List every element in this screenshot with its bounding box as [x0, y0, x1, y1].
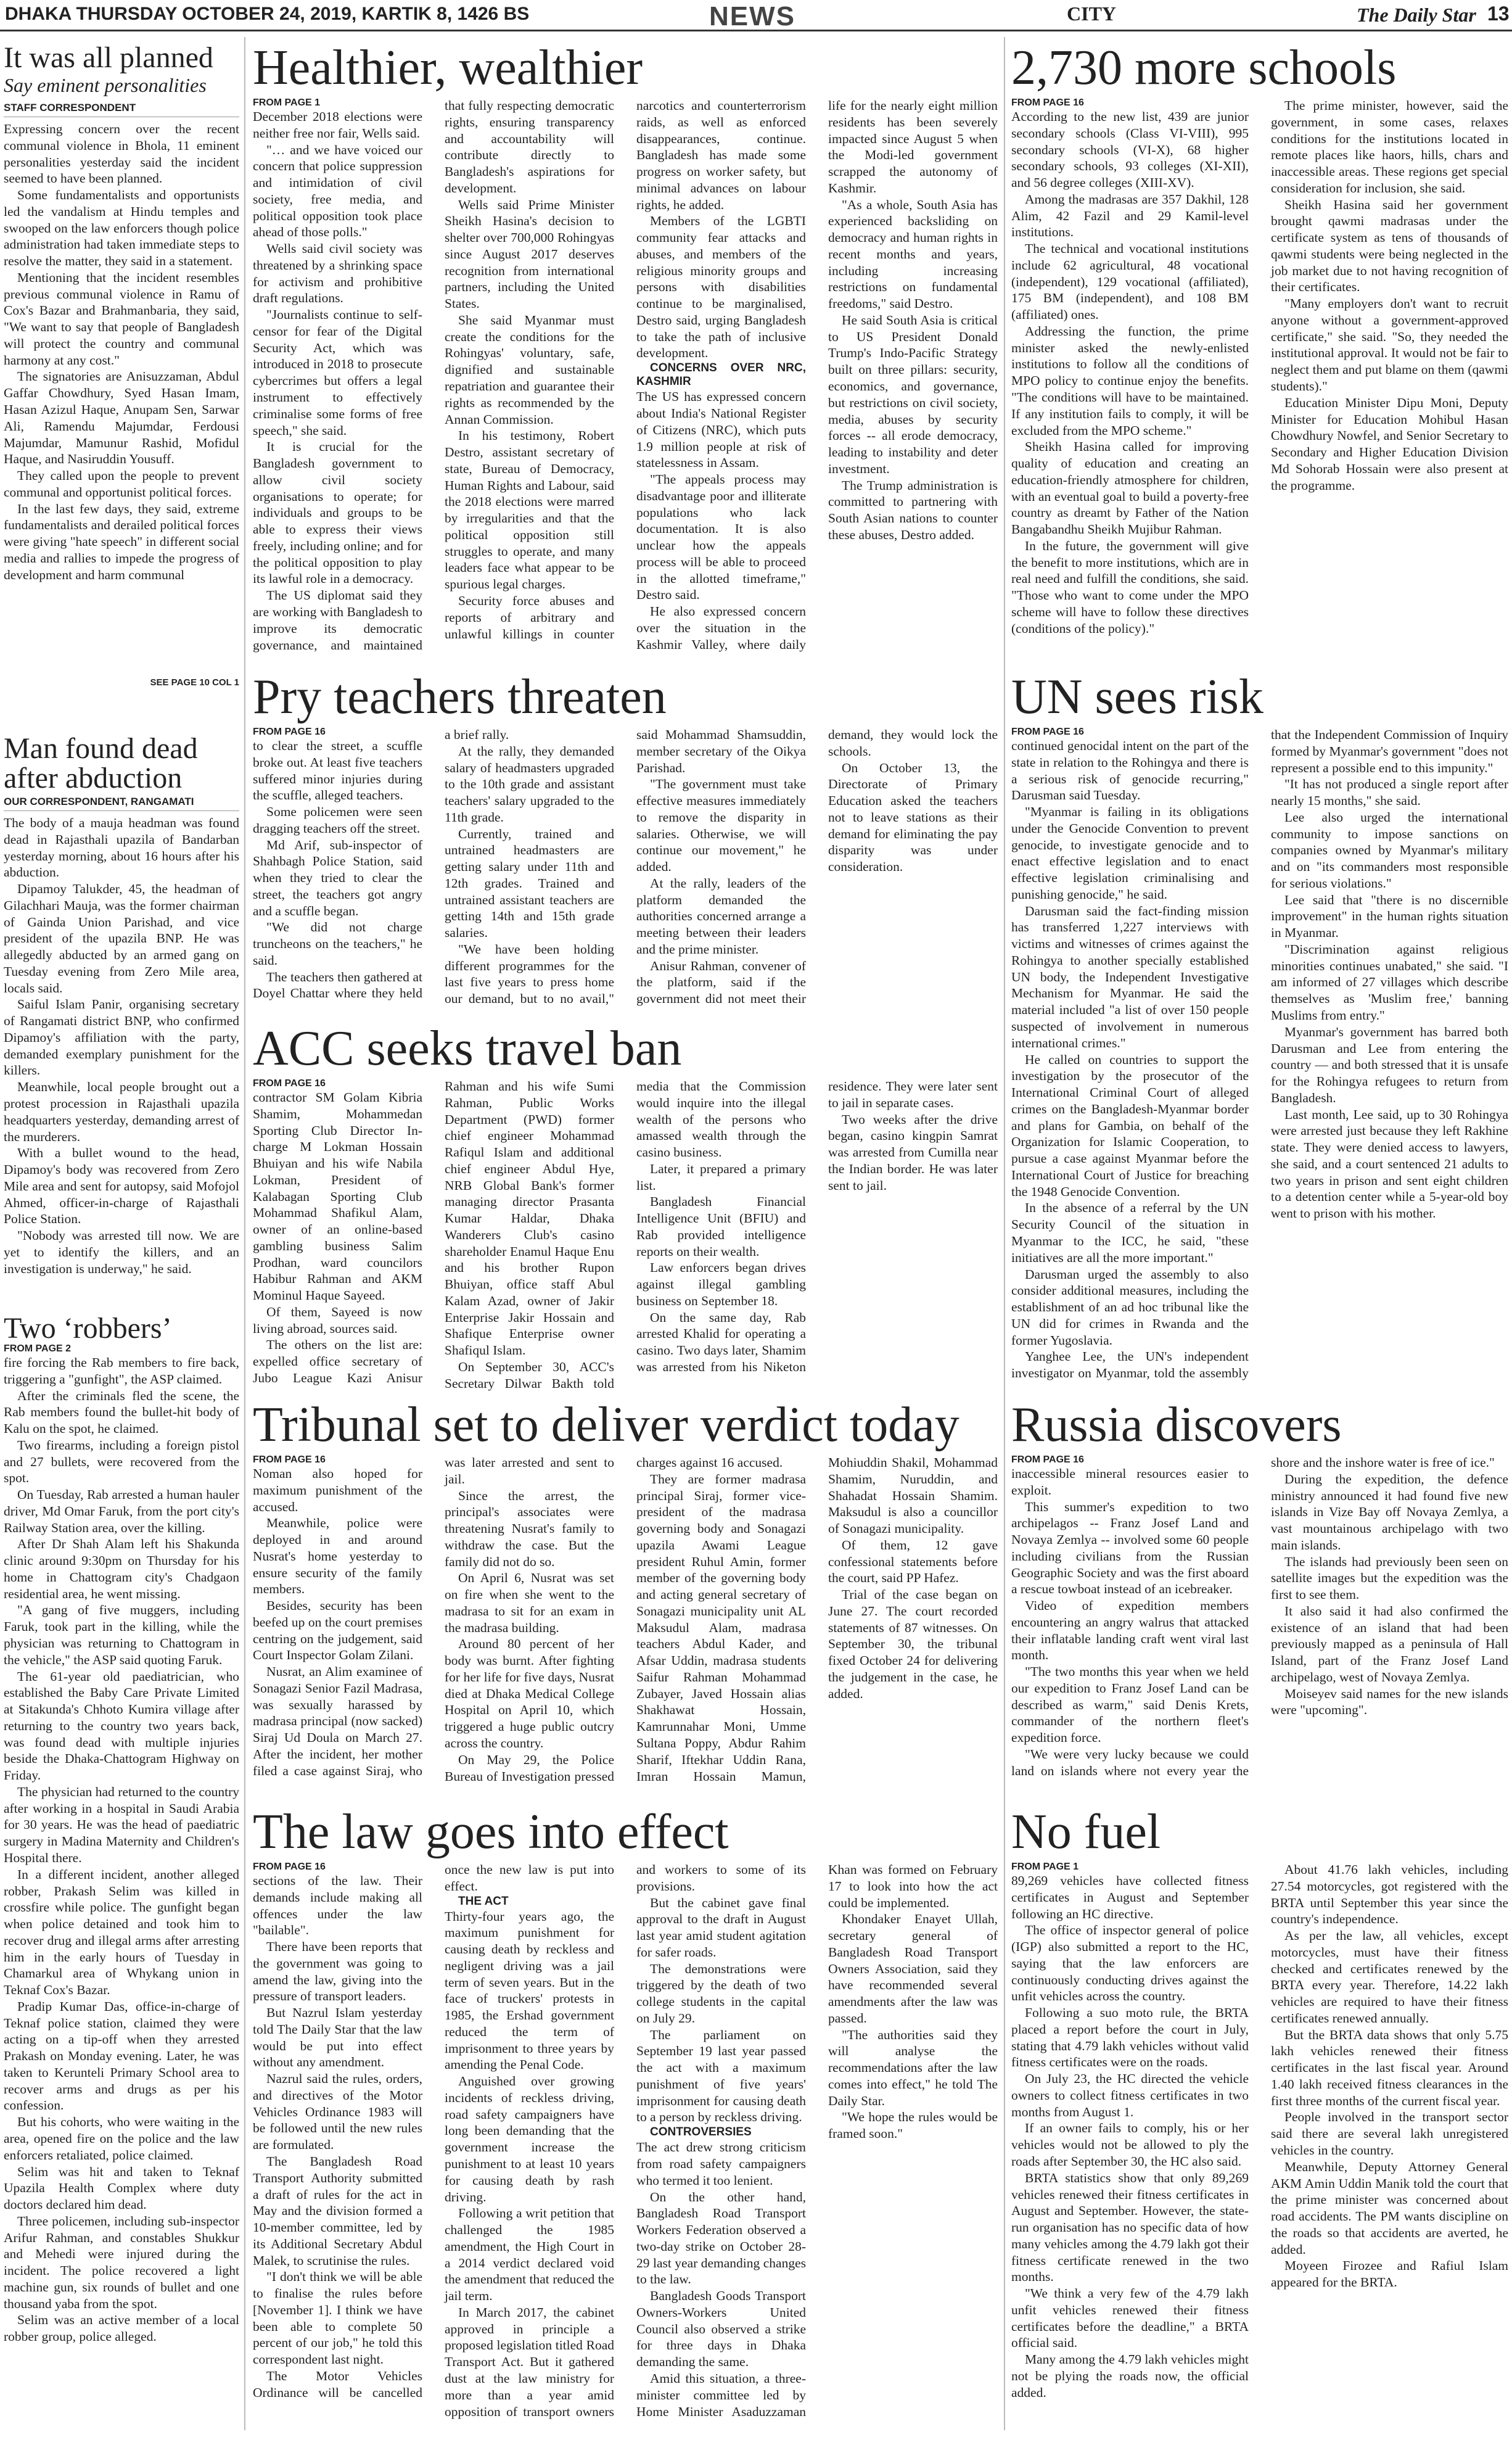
- headline: Man found dead after abduction: [4, 734, 198, 794]
- paragraph: inaccessible mineral resources easier to exploit.: [1011, 1466, 1249, 1498]
- paragraph: Of them, 12 gave confessional statements before the court, said PP Hafez.: [828, 1537, 998, 1586]
- paragraph: Nazrul said the rules, orders, and directives of the Motor Vehicles Ordinance 1983 will be followed until the new rules are formulated.: [253, 2071, 422, 2153]
- headline: Russia discovers: [1011, 1400, 1342, 1452]
- paragraph: But the cabinet gave final approval to the draft in August last year amid student agitation for safer roads.: [636, 1895, 806, 1960]
- from-page: FROM PAGE 16: [253, 1862, 326, 1872]
- paragraph: After the criminals fled the scene, the Rab members found the bullet-hit body of Kalu on the spot, he claimed.: [4, 1388, 239, 1437]
- story-body: [1011, 727, 1508, 1393]
- paragraph: Of them, Sayeed is now living abroad, sources said.: [253, 1304, 422, 1336]
- paragraph: He called on countries to support the investigation by the prosecutor of the International Criminal Court of alleged crimes on the Bangladesh-Myanmar border and plans for Gambia, on behalf of the Organization for Islamic Cooperation, to pursue a case against Myanmar before the International Court of Justice for breaching the 1948 Genocide Convention.: [1011, 1052, 1249, 1199]
- paragraph: Noman also hoped for maximum punishment of the accused.: [253, 1466, 422, 1514]
- paragraph: sections of the law. Their demands include making all offences under the law "bailable".: [253, 1873, 422, 1938]
- paragraph: In the absence of a referral by the UN Security Council of the situation in Myanmar to the ICC, he said, "these initiatives are all the more important.": [1011, 1200, 1249, 1265]
- paragraph: If an owner fails to comply, his or her vehicles would not be allowed to ply the roads after September 30, the HC also said.: [1011, 2121, 1249, 2169]
- paragraph: On Tuesday, Rab arrested a human hauler driver, Md Omar Faruk, from the port city's Railway Station area, over the killing.: [4, 1487, 239, 1535]
- from-page: FROM PAGE 2: [4, 1343, 72, 1354]
- paragraph: "We have been holding different programmes for the last five years to press home our demand, but to no avail," said Mohammad Shamsuddin, member secretary of the Oikya Parishad.: [445, 727, 806, 1007]
- paragraph: In his testimony, Robert Destro, assistant secretary of state, Bureau of Democracy, Human Rights and Labour, said the 2018 elections were marred by irregularities and that the political opposition still struggles to operate, and many leaders face what appear to be spurious legal charges.: [445, 428, 614, 592]
- column-rule: [244, 37, 245, 2430]
- story-body: [253, 727, 998, 1010]
- story-body: [4, 815, 239, 1290]
- story-tribunal-verdict: [253, 1400, 998, 1795]
- story-body: [253, 1862, 998, 2429]
- paragraph: Education Minister Dipu Moni, Deputy Minister for Education Mohibul Hasan Chowdhury Nowfel, and Senior Secretary to Secondary and Higher Education Division Md Sohorab Hossain were also present at the programme.: [1271, 395, 1508, 493]
- deck: Say eminent personalities: [4, 74, 207, 96]
- paragraph: Last month, Lee said, up to 30 Rohingya were arrested just because they left Rakhine state. They were denied access to lawyers, she said, and a court sentenced 21 adults to two years in prison and sent eight children to a detention center while a 5-year-old boy went to prison with his mother.: [1271, 1107, 1508, 1221]
- paragraph: Some fundamentalists and opportunists led the vandalism at Hindu temples and swooped on the law enforcers though police administration had taken immediate steps to resolve the matter, they said in a statement.: [4, 188, 239, 269]
- paragraph: Members of the LGBTI community fear attacks and abuses, and members of the religious minority groups and persons with disabilities continue to be marginalised, Destro said, urging Bangladesh to take the path of inclusive development.: [636, 213, 806, 361]
- story-no-fuel: [1011, 1807, 1508, 2430]
- byline: STAFF CORRESPONDENT: [4, 102, 239, 117]
- story-it-was-all-planned: [4, 43, 239, 728]
- masthead-logo: The Daily Star: [1357, 4, 1476, 26]
- paragraph: Wells said civil society was threatened by a shrinking space for activism and prohibitive draft regulations.: [253, 241, 422, 306]
- paragraph: They called upon the people to prevent communal and opportunist political forces.: [4, 468, 239, 500]
- paragraph: The act drew strong criticism from road safety campaigners who termed it too lenient.: [636, 2140, 806, 2188]
- story-healthier-wealthier: [253, 43, 998, 660]
- story-russia-discovers: [1011, 1400, 1508, 1795]
- paragraph: The others on the list are: expelled office secretary of Jubo League Kazi Anisur Rahman and his wife Sumi Rahman, Public Works Department (PWD) former chief engineer Mohammad Rafiqul Islam and additional chief engineer Abdul Hye, NRB Global Bank's former managing director Prasanta Kumar Haldar, Dhaka Wanderers Club's casino shareholder Enamul Haque Enu and his brother Rupon Bhuiyan, office staff Abul Kalam Azad, owner of Jakir Enterprise Jakir Hossain and Shafique Enterprise owner Shafiqul Islam.: [253, 1079, 614, 1386]
- headline: It was all planned: [4, 43, 213, 74]
- paragraph: On October 13, the Directorate of Primary Education asked the teachers not to leave stations as their demand for eliminating the pay disparity was under consideration.: [828, 760, 998, 875]
- paragraph: Darusman said the fact-finding mission has transferred 1,227 interviews with victims and witnesses of crimes against the Rohingya to another specially established UN body, the Independent Investigative Mechanism for Myanmar. He said the material included "a list of over 150 people suspected of involvement in numerous international crimes.": [1011, 903, 1249, 1050]
- paragraph: On the other hand, Bangladesh Road Transport Workers Federation observed a two-day strike on October 28-29 last year demanding changes to the law.: [636, 2189, 806, 2287]
- paragraph: Besides, security has been beefed up on the court premises centring on the judgement, said Court Inspector Golam Zilani.: [253, 1598, 422, 1663]
- page-header: [0, 0, 1512, 31]
- paragraph: It also said it had also confirmed the existence of an island that had been previously mapped as a peninsula of Hall Island, part of the Franz Josef Land archipelago, west of Novaya Zemlya.: [1271, 1603, 1508, 1684]
- paragraph: Later, it prepared a primary list.: [636, 1161, 806, 1193]
- story-un-sees-risk: [1011, 672, 1508, 1394]
- paragraph: Some policemen were seen dragging teachers off the street.: [253, 804, 422, 836]
- subhead: CONCERNS OVER NRC, KASHMIR: [636, 361, 806, 389]
- paragraph: "Journalists continue to self-censor for fear of the Digital Security Act, which was introduced in 2018 to prosecute cybercrimes but offers a legal instrument to effectively criminalise some forms of free speech," she said.: [253, 307, 422, 438]
- story-body: [253, 97, 998, 659]
- story-body: [253, 1454, 998, 1794]
- paragraph: "I don't think we will be able to finalise the rules before [November 1]. I think we have been able to complete 50 percent of our job," he told this correspondent last night.: [253, 2269, 422, 2367]
- section-label: NEWS: [709, 1, 795, 31]
- story-2730-more-schools: [1011, 43, 1508, 660]
- paragraph: He also expressed concern over the situation in the Kashmir Valley, where daily life for the nearly eight million residents has been severely impacted since August 5 when the Modi-led government scrapped the autonomy of Kashmir.: [636, 98, 998, 652]
- headline: Tribunal set to deliver verdict today: [253, 1400, 959, 1452]
- paragraph: contractor SM Golam Kibria Shamim, Mohammedan Sporting Club Director In-charge M Lokman Hossain Bhuiyan and his wife Nabila Lokman, President of Kalabagan Sporting Club Mohammad Shafikul Alam, owner of an online-based gambling business Salim Prodhan, ward councilors Habibur Rahman and AKM Mominul Haque Sayeed.: [253, 1090, 422, 1303]
- paragraph: On the same day, Rab arrested Khalid for operating a casino. Two days later, Shamim was arrested from his Niketon residence. They were later sent to jail in separate cases.: [636, 1079, 998, 1375]
- paragraph: Md Arif, sub-inspector of Shahbagh Police Station, said when they tried to clear the street, the teachers got angry and a scuffle began.: [253, 837, 422, 918]
- paragraph: Security force abuses and reports of arbitrary and unlawful killings in counter narcotics and counterterrorism raids, as well as enforced disappearances, continue. Bangladesh has made some progress on worker safety, but minimal advances on labour rights, he added.: [445, 98, 806, 641]
- paragraph: to clear the street, a scuffle broke out. At least five teachers suffered minor injuries during the scuffle, alleged teachers.: [253, 738, 422, 803]
- paragraph: In the future, the government will give the benefit to more institutions, which are in real need and fulfill the conditions, she said. "Those who want to come under the MPO scheme will have to follow these directives (conditions of the policy).": [1011, 538, 1249, 636]
- paragraph: The islands had previously been seen on satellite images but the expedition was the first to see them.: [1271, 1554, 1508, 1602]
- story-man-found-dead: [4, 734, 239, 1301]
- paragraph: "The appeals process may disadvantage poor and illiterate populations who lack documentation. It is also unclear how the appeals process will be able to proceed in the allotted timeframe," Destro said.: [636, 472, 806, 603]
- story-body: [4, 1355, 239, 2422]
- paragraph: Expressing concern over the recent communal violence in Bhola, 11 eminent personalities yesterday said the incident seemed to have been planned.: [4, 122, 239, 186]
- from-page: FROM PAGE 16: [1011, 97, 1084, 108]
- paragraph: But his cohorts, who were waiting in the area, opened fire on the police and the law enforcers retaliated, police claimed.: [4, 2114, 239, 2163]
- paragraph: continued genocidal intent on the part of the state in relation to the Rohingya and there is a serious risk of genocide recurring," Darusman said Tuesday.: [1011, 738, 1249, 803]
- from-page: FROM PAGE 16: [253, 1078, 326, 1089]
- paragraph: Around 80 percent of her body was burnt. After fighting for her life for five days, Nusrat died at Dhaka Medical College Hospital on April 10, which triggered a huge public outcry across the country.: [445, 1636, 614, 1751]
- headline: Healthier, wealthier: [253, 43, 643, 95]
- paragraph: Meanwhile, police were deployed in and around Nusrat's home yesterday to ensure security of the family members.: [253, 1515, 422, 1597]
- paragraph: Three policemen, including sub-inspector Arifur Rahman, and constables Shukkur and Mehedi were injured during the incident. The police recovered a light machine gun, six rounds of bullet and one thousand yaba from the spot.: [4, 2213, 239, 2311]
- paragraph: "Many employers don't want to recruit anyone without a government-approved certificate," she said. "So, they needed the institutional approval. It would not be fair to neglect them and put blame on them (qawmi students).": [1271, 296, 1508, 394]
- paragraph: Pradip Kumar Das, office-in-charge of Teknaf police station, claimed they were acting on a tip-off when they arrested Prakash on Monday evening. Later, he was taken to Kerunteli Primary School area to recover arms and drugs as per his confession.: [4, 1998, 239, 2113]
- paragraph: "It has not produced a single report after nearly 15 months," she said.: [1271, 777, 1508, 809]
- paragraph: People involved in the transport sector said there are several lakh unregistered vehicles in the country.: [1271, 2109, 1508, 2158]
- paragraph: Bangladesh Goods Transport Owners-Workers United Council also observed a strike for three days in Dhaka demanding the same.: [636, 2288, 806, 2370]
- paragraph: Anguished over growing incidents of reckless driving, road safety campaigners have long been demanding that the government increase the punishment to at least 10 years for causing death by rash driving.: [445, 2074, 614, 2204]
- from-page: FROM PAGE 16: [1011, 1454, 1084, 1465]
- paragraph: There have been reports that the government was going to amend the law, giving into the pressure of transport leaders.: [253, 1939, 422, 2004]
- paragraph: The Motor Vehicles Ordinance will be cancelled once the new law is put into effect.: [253, 1862, 614, 2400]
- paragraph: Following a writ petition that challenged the 1985 amendment, the High Court in a 2014 verdict declared void the amendment that reduced the jail term.: [445, 2206, 614, 2304]
- paragraph: "A gang of five muggers, including Faruk, took part in the killing, while the physician was returning to Chattogram in the vehicle," the ASP said quoting Faruk.: [4, 1602, 239, 1667]
- paragraph: Two firearms, including a foreign pistol and 27 bullets, were recovered from the spot.: [4, 1437, 239, 1486]
- paragraph: December 2018 elections were neither free nor fair, Wells said.: [253, 109, 422, 141]
- from-page: FROM PAGE 16: [253, 1454, 326, 1465]
- paragraph: At the rally, leaders of the platform demanded the authorities concerned arrange a meeting between their leaders and the prime minister.: [636, 875, 806, 957]
- paragraph: After Dr Shah Alam left his Shakunda clinic around 9:30pm on Thursday for his home in Chattogram city's Chadgaon residential area, he went missing.: [4, 1536, 239, 1601]
- paragraph: BRTA statistics show that only 89,269 vehicles renewed their fitness certificates in August and September. However, the state-run organisation has no specific data of how many vehicles among the 4.79 lakh got their fitness certificate renewed in the two months.: [1011, 2170, 1249, 2285]
- story-acc-travel-ban: [253, 1024, 998, 1394]
- headline: The law goes into effect: [253, 1807, 729, 1859]
- story-body: [4, 121, 239, 676]
- paragraph: On July 23, the HC directed the vehicle owners to collect fitness certificates in two months from August 1.: [1011, 2071, 1249, 2119]
- story-pry-teachers: [253, 672, 998, 1012]
- paragraph: He said South Asia is critical to US President Donald Trump's Indo-Pacific Strategy built on three pillars: security, economics, and governance, but restrictions on civil society, media, abuses by security forces -- all erode democracy, leading to instability and deter investment.: [828, 312, 998, 476]
- headline: Two ‘robbers’: [4, 1314, 172, 1345]
- headline: Pry teachers threaten: [253, 672, 667, 724]
- paragraph: The body of a mauja headman was found dead in Rajasthali upazila of Bandarban yesterday morning, about 16 hours after his abduction.: [4, 815, 239, 880]
- story-body: [253, 1078, 998, 1393]
- paragraph: "We hope the rules would be framed soon.": [828, 2109, 998, 2142]
- paragraph: She said Myanmar must create the conditions for the Rohingyas' voluntary, safe, dignified and sustainable repatriation and guarantee their rights as recommended by the Annan Commission.: [445, 312, 614, 427]
- paragraph: Wells said Prime Minister Sheikh Hasina's decision to shelter over 700,000 Rohingyas since August 2017 deserves recognition from international partners, including the United States.: [445, 197, 614, 311]
- paragraph: But the BRTA data shows that only 5.75 lakh vehicles renewed their fitness certificates in the last fiscal year. Around 1.40 lakh received fitness clearances in the first three months of the current fiscal year.: [1271, 2027, 1508, 2108]
- paragraph: With a bullet wound to the head, Dipamoy's body was recovered from Zero Mile area and sent for autopsy, said Mofojol Ahmed, officer-in-charge of Rajasthali Police Station.: [4, 1145, 239, 1227]
- paragraph: But Nazrul Islam yesterday told The Daily Star that the law would be put into effect without any amendment.: [253, 2005, 422, 2070]
- paragraph: 89,269 vehicles have collected fitness certificates in August and September following an HC directive.: [1011, 1873, 1249, 1921]
- paragraph: "… and we have voiced our concern that police suppression and intimidation of civil society, free media, and political opposition took place ahead of those polls.": [253, 142, 422, 240]
- continuation: SEE PAGE 10 COL 1: [150, 677, 239, 688]
- paragraph: The Bangladesh Road Transport Authority submitted a draft of rules for the act in May and the division formed a 10-member committee, led by its Additional Secretary Abdul Malek, to scrutinise the rules.: [253, 2154, 422, 2268]
- story-two-robbers: [4, 1314, 239, 2430]
- paragraph: Video of expedition members encountering an angry walrus that attacked their inflatable landing craft went viral last month.: [1011, 1598, 1249, 1663]
- paragraph: "The authorities said they will analyse the recommendations after the law comes into effect," he told The Daily Star.: [828, 2027, 998, 2108]
- dateline: DHAKA THURSDAY OCTOBER 24, 2019, KARTIK 8, 1426 BS: [5, 4, 530, 24]
- paragraph: On April 6, Nusrat was set on fire when she went to the madrasa to sit for an exam in the madrasa building.: [445, 1570, 614, 1635]
- paragraph: As per the law, all vehicles, except motorcycles, must have their fitness checked and certificates renewed by the BRTA every year. Therefore, 14.22 lakh vehicles are required to have their fitness certificates renewed annually.: [1271, 1928, 1508, 2026]
- headline: UN sees risk: [1011, 672, 1263, 724]
- paragraph: The office of inspector general of police (IGP) also submitted a report to the HC, saying that the law enforcers are continuously conducting drives against the unfit vehicles across the country.: [1011, 1923, 1249, 2004]
- paragraph: In a different incident, another alleged robber, Prakash Selim was killed in crossfire while police. The gunfight began when police detained and took him to recover drug and illegal arms after arresting him in the early hours of Tuesday in Chamarkul area of Whykang union in Teknaf Cox's Bazar.: [4, 1866, 239, 1998]
- paragraph: "We think a very few of the 4.79 lakh unfit vehicles renewed their fitness certificates before the deadline," a BRTA official said.: [1011, 2286, 1249, 2351]
- paragraph: According to the new list, 439 are junior secondary schools (Class VI-VIII), 995 secondary schools (VI-X), 68 higher secondary schools, 93 colleges (XI-XII), and 56 degree colleges (XIII-XV).: [1011, 109, 1249, 191]
- from-page: FROM PAGE 16: [253, 727, 326, 737]
- paragraph: "Nobody was arrested till now. We are yet to identify the killers, and an investigation is underway," he said.: [4, 1228, 239, 1276]
- from-page: FROM PAGE 1: [1011, 1862, 1079, 1872]
- paragraph: Bangladesh Financial Intelligence Unit (BFIU) and Rab provided intelligence reports on their wealth.: [636, 1194, 806, 1259]
- headline: ACC seeks travel ban: [253, 1024, 682, 1076]
- paragraph: Sheikh Hasina called for improving quality of education and creating an education-friendly atmosphere for children, with an eventual goal to build a poverty-free country as dreamt by Father of the Nation Bangabandhu Sheikh Mujibur Rahman.: [1011, 439, 1249, 537]
- paragraph: "The government must take effective measures immediately to remove the disparity in salaries. Otherwise, we will continue our movement," he added.: [636, 777, 806, 875]
- headline: 2,730 more schools: [1011, 43, 1397, 95]
- from-page: FROM PAGE 16: [1011, 727, 1084, 737]
- paragraph: The physician had returned to the country after working in a hospital in Saudi Arabia for 30 years. He was the head of paediatric surgery in Madina Maternity and Children's Hospital there.: [4, 1784, 239, 1865]
- paragraph: Trial of the case began on June 27. The court recorded statements of 87 witnesses. On September 30, the tribunal fixed October 24 for delivering the judgement in the case, he added.: [828, 1587, 998, 1701]
- paragraph: During the expedition, the defence ministry announced it had found five new islands in Vize Bay off Novaya Zemlya, a vast mountainous archipelago with two main islands.: [1271, 1471, 1508, 1553]
- paragraph: The prime minister, however, said the government, in some cases, relaxes conditions for the institutions located in remote places like haors, hills, chars and inaccessible areas. These regions get special consideration for inclusion, she said.: [1271, 98, 1508, 196]
- from-page: FROM PAGE 1: [253, 97, 321, 108]
- paragraph: At the rally, they demanded salary of headmasters upgraded to the 10th grade and assistant teachers' salary upgraded to the 11th grade.: [445, 743, 614, 825]
- paragraph: Since the arrest, the principal's associates were threatening Nusrat's family to withdraw the case. But the family did not do so.: [445, 1488, 614, 1569]
- paragraph: In the last few days, they said, extreme fundamentalists and derailed political forces were giving "hate speech" in different social media and rallies to impede the progress of development and harm communal: [4, 501, 239, 582]
- paragraph: The parliament on September 19 last year passed the act with a maximum punishment of five years' imprisonment for causing death to a person by reckless driving.: [636, 2027, 806, 2125]
- paragraph: Lee said that "there is no discernible improvement" in the human rights situation in Myanmar.: [1271, 892, 1508, 941]
- story-body: [1011, 1862, 1508, 2429]
- paragraph: Law enforcers began drives against illegal gambling business on September 18.: [636, 1260, 806, 1308]
- paragraph: Khondaker Enayet Ullah, secretary general of Bangladesh Road Transport Owners Association, said they have recommended several amendments after the law was passed.: [828, 1911, 998, 2026]
- paragraph: Mentioning that the incident resembles previous communal violence in Ramu of Cox's Bazar and Brahmanbaria, they said, "We want to say that people of Bangladesh will protect the country and communal harmony at any cost.": [4, 270, 239, 368]
- paragraph: The signatories are Anisuzzaman, Abdul Gaffar Chowdhury, Syed Hasan Imam, Hasan Azizul Haque, Anupam Sen, Sarwar Ali, Ramendu Majumdar, Ferdousi Majumdar, Mamunur Rashid, Mofidul Haque, and Nasiruddin Yousuff.: [4, 369, 239, 467]
- paragraph: The 61-year old paediatrician, who established the Baby Care Private Limited at Sitakunda's Chhoto Kumira village after returning to the country two years back, was found dead with multiple injuries beside the Dhaka-Chattogram Highway on Friday.: [4, 1668, 239, 1783]
- paragraph: "We were very lucky because we could land on islands where not every year the shore and the inshore water is free of ice.": [1011, 1455, 1495, 1778]
- paragraph: Two weeks after the drive began, casino kingpin Samrat was arrested from Cumilla near the Indian border. He was later sent to jail.: [828, 1111, 998, 1193]
- paragraph: Currently, trained and untrained headmasters are getting salary under 11th and 12th grades. Trained and untrained assistant teachers are getting 14th and 15th grade salaries.: [445, 826, 614, 941]
- paragraph: Following a suo moto rule, the BRTA placed a report before the court in July, stating that 4.79 lakh vehicles without valid fitness certificates were on the roads.: [1011, 2005, 1249, 2070]
- paragraph: This summer's expedition to two archipelagos -- Franz Josef Land and Novaya Zemlya -- involved some 60 people including civilians from the Russian Geographic Society and was the first aboard a rescue towboat instead of an icebreaker.: [1011, 1499, 1249, 1597]
- paragraph: The Trump administration is committed to partnering with South Asian nations to counter these abuses, Destro added.: [828, 477, 998, 542]
- subhead: THE ACT: [458, 1894, 509, 1908]
- paragraph: "Discrimination against religious minorities continues unabated," she said. "I am informed of 27 villages which describe themselves as 'Muslim free,' banning Muslims from entry.": [1271, 941, 1508, 1023]
- desk-label: CITY: [1067, 2, 1117, 25]
- subhead: CONTROVERSIES: [650, 2126, 752, 2139]
- paragraph: "The two months this year when we held our expedition to Franz Josef Land can be described as warm," said Denis Krets, commander of the northern fleet's expedition force.: [1011, 1664, 1249, 1746]
- paragraph: They are former madrasa principal Siraj, former vice-president of the madrasa governing body and Sonagazi upazila Awami League president Ruhul Amin, former member of the governing body and acting general secretary of Sonagazi municipality unit AL Maksudul Alam, madrasa teachers Abdul Kader, and Afsar Uddin, madrasa students Saifur Rahman Mohammad Zubayer, Javed Hossain alias Shakhawat Hossain, Kamrunnahar Moni, Umme Sultana Poppy, Abdur Rahim Sharif, Iftekhar Uddin Rana, Imran Hossain Mamun, Mohiuddin Shakil, Mohammad Shamim, Nuruddin, and Shahadat Hossain Shamim. Maksudul is also a councillor of Sonagazi municipality.: [636, 1455, 998, 1784]
- column-rule: [1004, 37, 1005, 2430]
- paragraph: Myanmar's government has barred both Darusman and Lee from entering the country — and both stressed that it is unsafe for the Rohingya refugees to return from Bangladesh.: [1271, 1024, 1508, 1105]
- paragraph: Meanwhile, Deputy Attorney General AKM Amin Uddin Manik told the court that the prime minister was concerned about road accidents. The PM wants discipline on the roads so that accidents are averted, he added.: [1271, 2159, 1508, 2257]
- paragraph: Thirty-four years ago, the maximum punishment for causing death by reckless and negligent driving was a jail term of seven years. But in the face of truckers' protests in 1985, the Ershad government reduced the term of imprisonment to three years by amending the Penal Code.: [445, 1908, 614, 2072]
- page-number: 13: [1487, 2, 1510, 25]
- paragraph: Yanghee Lee, the UN's independent investigator on Myanmar, told the assembly that the Independent Commission of Inquiry formed by Myanmar's government "does not represent a possible end to this impunity.": [1011, 727, 1508, 1381]
- story-body: [1011, 1454, 1508, 1794]
- headline: No fuel: [1011, 1807, 1161, 1859]
- paragraph: The US diplomat said they are working with Bangladesh to improve its democratic governance, and maintained that fully respecting democratic rights, ensuring transparency and accountability will contribute directly to Bangladesh's aspirations for development.: [253, 98, 614, 653]
- paragraph: It is crucial for the Bangladesh government to allow civil society organisations to operate; for individuals and groups to be able to express their views freely, including online; and for the political opposition to play its lawful role in a democracy.: [253, 439, 422, 587]
- paragraph: The demonstrations were triggered by the death of two college students in the capital on July 29.: [636, 1961, 806, 2026]
- paragraph: Amid this situation, a three-minister committee led by Home Minister Asaduzzaman Khan was formed on February 17 to look into how the act could be implemented.: [636, 1862, 998, 2419]
- paragraph: Addressing the function, the prime minister asked the newly-enlisted institutions to follow all the conditions of MPO policy to continue enjoy the benefits. "The conditions will have to be maintained. If any institution fails to comply, it will be excluded from the MPO scheme.": [1011, 323, 1249, 438]
- paragraph: "Myanmar is failing in its obligations under the Genocide Convention to prevent genocide, to investigate genocide and to enact effective legislation and to enact effective legislation criminalising and punishing genocide," he said.: [1011, 804, 1249, 902]
- paragraph: The US has expressed concern about India's National Register of Citizens (NRC), which puts 1.9 million people at risk of statelessness in Assam.: [636, 389, 806, 471]
- paragraph: Meanwhile, local people brought out a protest procession in Rajasthali upazila headquarters yesterday, demanding arrest of the murderers.: [4, 1079, 239, 1144]
- paragraph: On September 30, ACC's Secretary Dilwar Bakth told media that the Commission would inquire into the illegal wealth of the persons who amassed wealth through the casino business.: [445, 1079, 806, 1391]
- paragraph: Moyeen Firozee and Rafiul Islam appeared for the BRTA.: [1271, 2258, 1508, 2290]
- paragraph: Nusrat, an Alim examinee of Sonagazi Senior Fazil Madrasa, was sexually harassed by madrasa principal (now sacked) Siraj Ud Doula on March 27. After the incident, her mother filed a case against Siraj, who was later arrested and sent to jail.: [253, 1455, 614, 1778]
- paragraph: Moiseyev said names for the new islands were "upcoming".: [1271, 1686, 1508, 1718]
- paragraph: Sheikh Hasina said her government brought qawmi madrasas under the certificate system as tens of thousands of qawmi students were being neglected in the job market due to not having recognition of their certificates.: [1271, 197, 1508, 295]
- story-law-goes-into-effect: [253, 1807, 998, 2430]
- paragraph: Saiful Islam Panir, organising secretary of Rangamati district BNP, who confirmed Dipamoy's affiliation with the party, demanded exemplary punishment for the killers.: [4, 997, 239, 1078]
- paragraph: fire forcing the Rab members to fire back, triggering a "gunfight", the ASP claimed.: [4, 1355, 239, 1387]
- paragraph: Many among the 4.79 lakh vehicles might not be plying the roads now, the official added.: [1011, 2352, 1249, 2400]
- paragraph: The technical and vocational institutions include 62 agricultural, 48 vocational (independent), 129 vocational (affiliated), 175 BM (independent), and 108 BM (affiliated) ones.: [1011, 241, 1249, 323]
- paragraph: Anisur Rahman, convener of the platform, said if the government did not meet their demand, they would lock the schools.: [636, 727, 998, 1007]
- paragraph: Dipamoy Talukder, 45, the headman of Gilachhari Mauja, was the former chairman of Gainda Union Parishad, and vice president of the upazila BNP. He was allegedly abducted by an armed gang on Tuesday evening from Zero Mile area, locals said.: [4, 881, 239, 996]
- byline: OUR CORRESPONDENT, RANGAMATI: [4, 796, 239, 811]
- paragraph: Selim was hit and taken to Teknaf Upazila Health Complex where duty doctors declared him dead.: [4, 2164, 239, 2212]
- paragraph: "As a whole, South Asia has experienced backsliding on democracy and human rights in recent months and years, including increasing restrictions on fundamental freedoms," said Destro.: [828, 197, 998, 311]
- paragraph: Darusman urged the assembly to also consider additional measures, including the establishment of an ad hoc tribunal like the UN did for crimes in Rwanda and the former Yugoslavia.: [1011, 1266, 1249, 1348]
- paragraph: In March 2017, the cabinet approved in principle a proposed legislation titled Road Transport Act. But it gathered dust at the law ministry for more than a year amid opposition of transport owners and workers to some of its provisions.: [445, 1862, 806, 2419]
- paragraph: "We did not charge truncheons on the teachers," he said.: [253, 920, 422, 968]
- paragraph: Among the madrasas are 357 Dakhil, 128 Alim, 42 Fazil and 29 Kamil-level institutions.: [1011, 191, 1249, 240]
- story-body: [1011, 97, 1508, 659]
- paragraph: About 41.76 lakh vehicles, including 27.54 motorcycles, got registered with the BRTA until September this year since the country's independence.: [1271, 1862, 1508, 1927]
- paragraph: Lee also urged the international community to impose sanctions on companies owned by Myanmar's military and on "its commanders most responsible for serious violations.": [1271, 809, 1508, 891]
- paragraph: The teachers then gathered at Doyel Chattar where they held a brief rally.: [253, 727, 509, 1001]
- paragraph: On May 29, the Police Bureau of Investigation pressed charges against 16 accused.: [445, 1455, 783, 1784]
- paragraph: Selim was an active member of a local robber group, police alleged.: [4, 2312, 239, 2344]
